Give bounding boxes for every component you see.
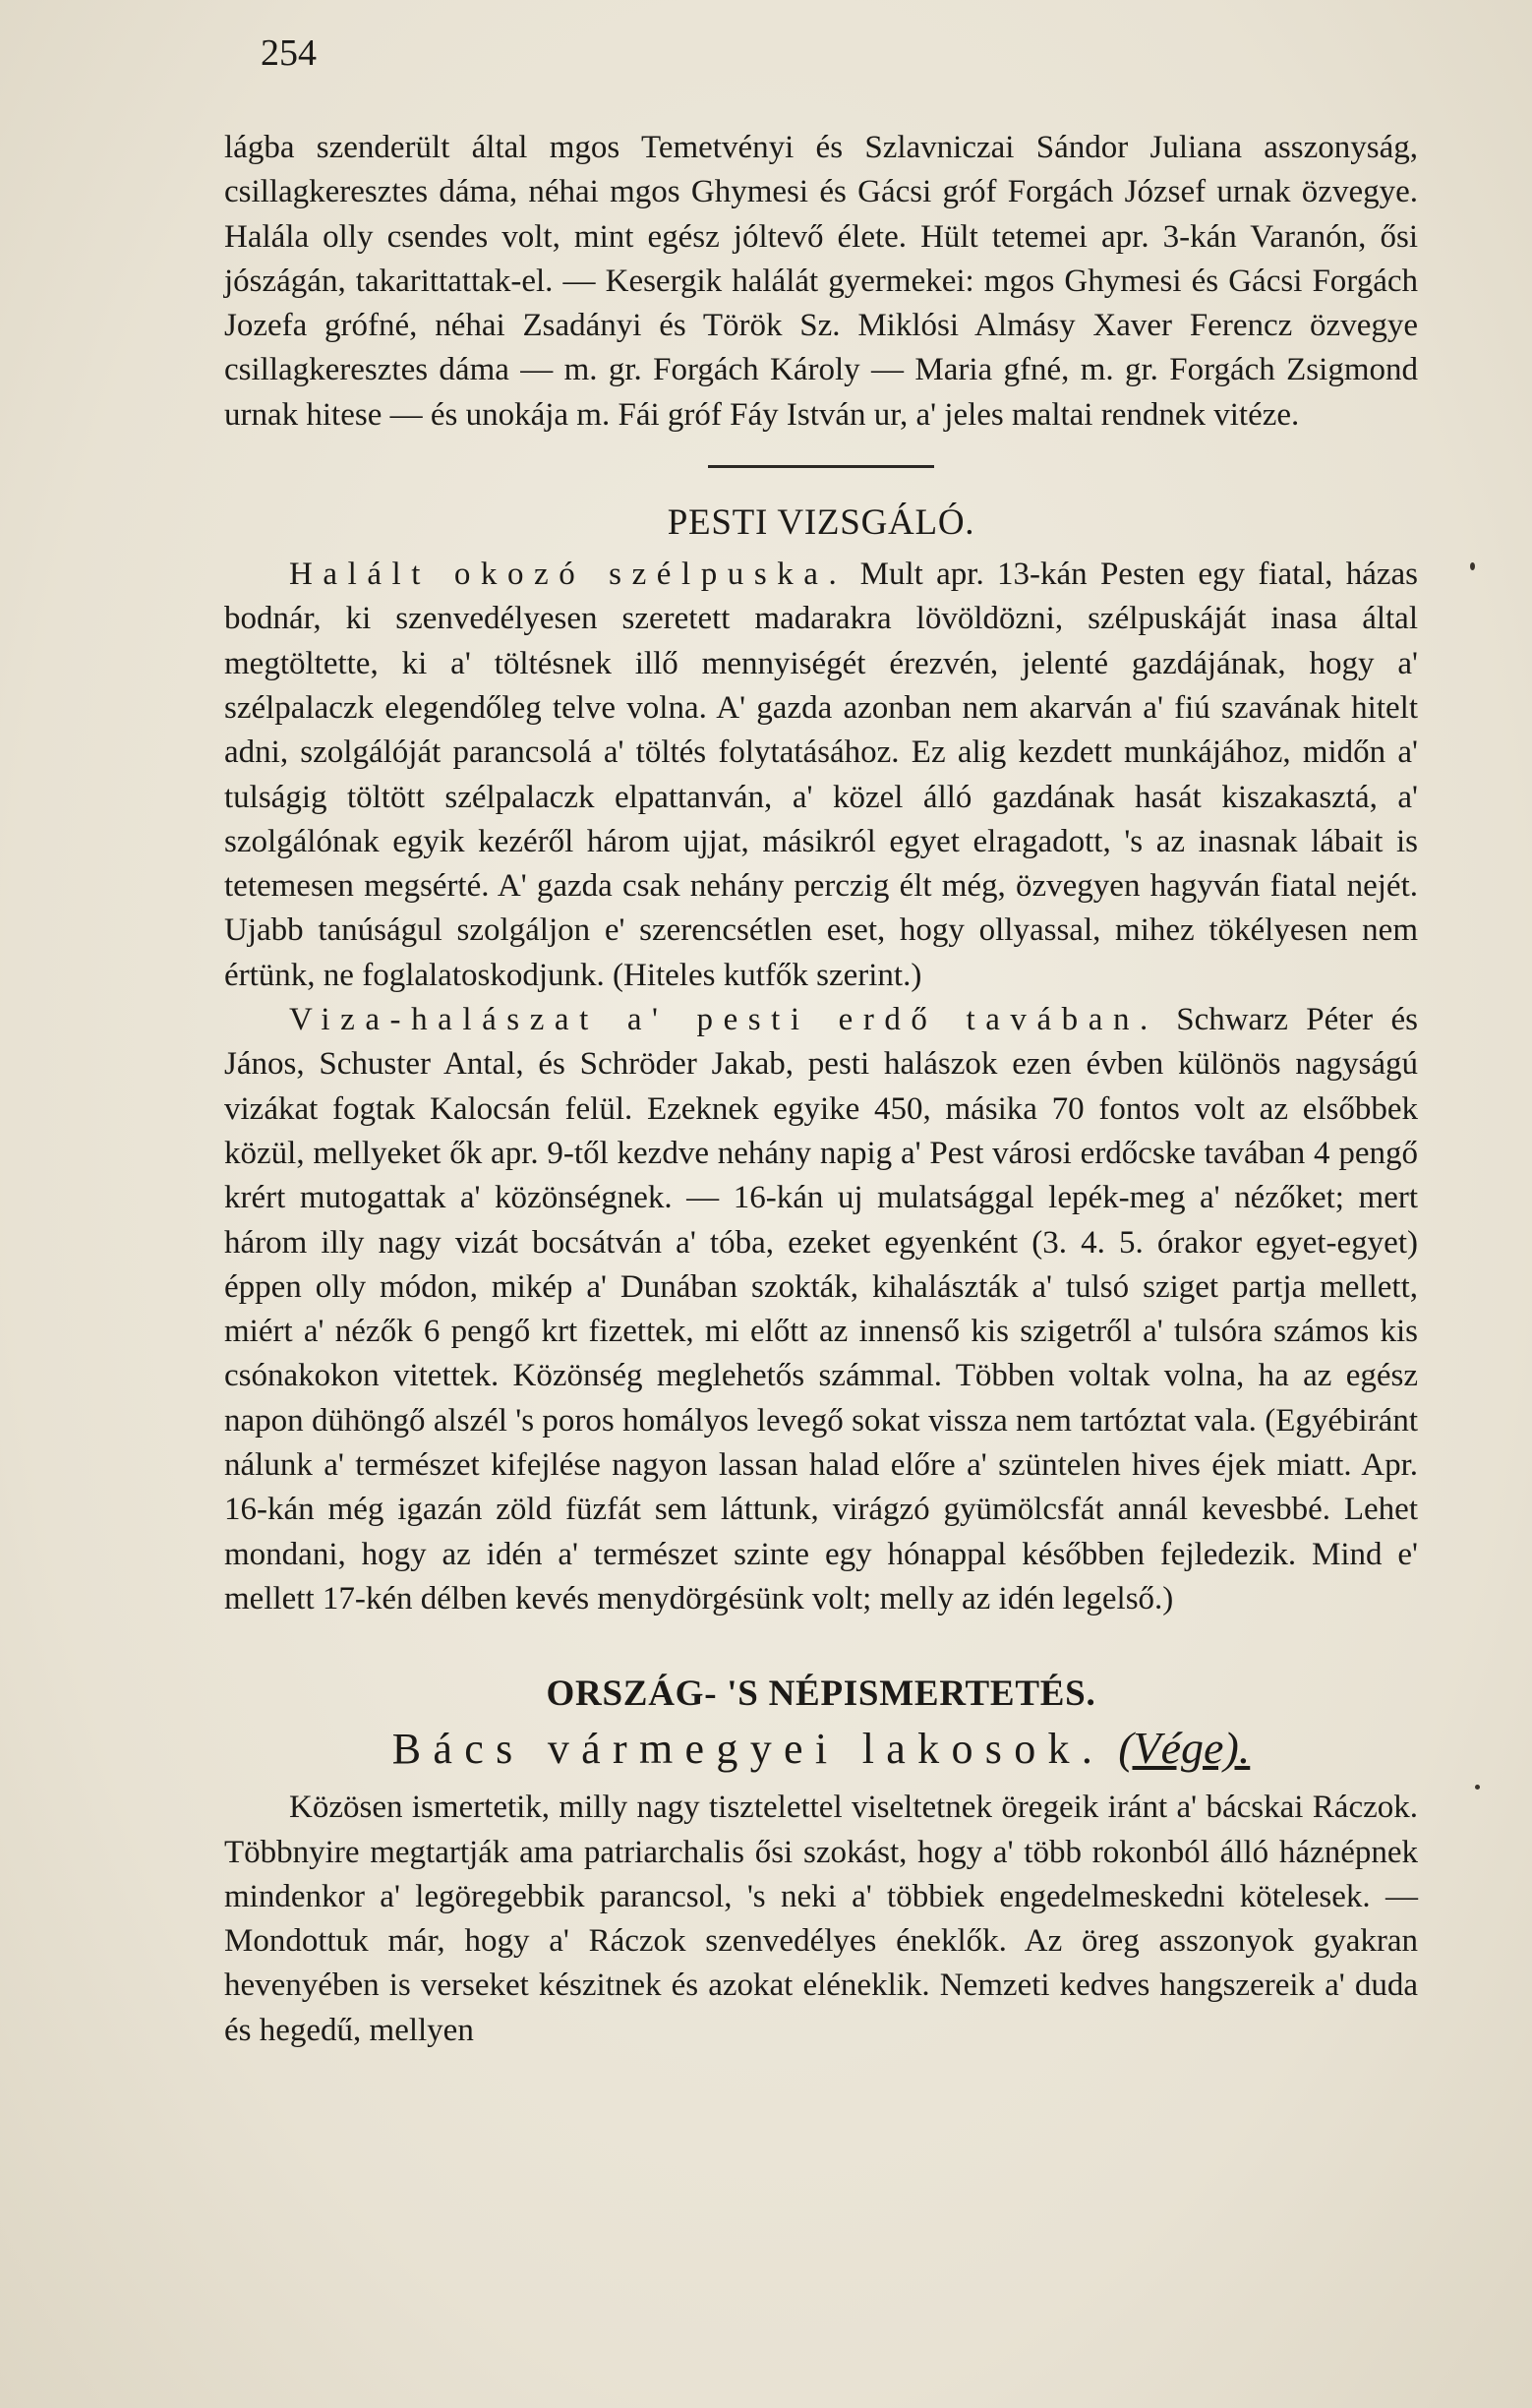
divider-rule <box>708 465 934 468</box>
closing-paragraph: Közösen ismertetik, milly nagy tisztelettel viseltetnek öregeik iránt a' bácskai Ráczok. Többnyire megtartják ama patriarchalis ősi szokást, hogy a' több rokonból álló háznépnek mindenkor a' legöregebbik parancsol, 's neki a' többiek engedelmeskedni kötelesek. — Mondottuk már, hogy a' Ráczok szenvedélyes éneklők. Az öreg asszonyok gyakran hevenyében is verseket készitnek és azokat eléneklik. Nemzeti kedves hangszereik a' duda és hegedű, mellyen <box>224 1790 1418 2048</box>
ink-speck <box>1475 1785 1480 1790</box>
obituary-paragraph: lágba szenderült által mgos Temetvényi és Szlavniczai Sándor Juliana asszonyság, csillagkeresztes dáma, néhai mgos Ghymesi és Gácsi gróf Forgách József urnak özvegye. Halála olly csendes volt, mint egész jóltevő élete. Hült tetemei apr. 3-kán Varanón, ősi jószágán, takarittattak-el. — Kesergik halálát gyermekei: mgos Ghymesi és Gácsi Forgách Jozefa grófné, néhai Zsadányi és Török Sz. Miklósi Almásy Xaver Ferencz özvegye csillagkeresztes dáma — m. gr. Forgách Károly — Maria gfné, m. gr. Forgách Zsigmond urnak hitese — és unokája m. Fái gróf Fáy István ur, a' jeles maltai rendnek vitéze. <box>224 130 1418 433</box>
article-air-gun-lead: Halált okozó szélpuska. <box>289 557 848 593</box>
section-title-2: ORSZÁG- 'S NÉPISMERTETÉS. <box>546 1674 1096 1715</box>
article-sturgeon <box>224 998 1418 1621</box>
subtitle-handwritten-note: (Vége). <box>1118 1723 1251 1774</box>
article-air-gun-body: Mult apr. 13-kán Pesten egy fiatal, házas bodnár, ki szenvedélyesen szeretett madarakra lövöldözni, szélpuskáját inasa által megtöltette, ki a' töltésnek illő mennyiségét érezvén, jelenté gazdájának, hogy a' szélpalaczk elegendőleg telve volna. A' gazda azonban nem akarván a' fiú szavának hitelt adni, szolgálóját parancsolá a' töltés folytatásához. Ez alig kezdett munkájához, midőn a' tulságig töltött szélpalaczk elpattanván, a' közel álló gazdának hasát kiszakasztá, a' szolgálónak egyik kezéről három ujjat, másikról egyet elragadott, 's az inasnak lábait is tetemesen megsérté. A' gazda csak nehány perczig élt még, özvegyen hagyván fiatal nejét. Ujabb tanúságul szolgáljon e' szerencsétlen eset, hogy ollyassal, mihez tökélyesen nem értünk, ne foglalatoskodjunk. (Hiteles kutfők szerint.) <box>224 557 1418 993</box>
text-column <box>224 126 1418 2053</box>
section-title: PESTI VIZSGÁLÓ. <box>667 502 975 544</box>
subtitle <box>224 1720 1418 1778</box>
article-air-gun <box>224 553 1418 998</box>
article-sturgeon-body: Schwarz Péter és János, Schuster Antal, és Schröder Jakab, pesti halászok ezen évben különös nagyságú vizákat fogtak Kalocsán felül. Ezeknek egyike 450, másika 70 fontos volt az elsőbbek közül, mellyeket ők apr. 9-től kezdve nehány napig a' Pest városi erdőcske tavában 4 pengő krért mutogattak a' közönségnek. — 16-kán uj mulatsággal lepék-meg a' nézőket; mert három illy nagy vizát bocsátván a' tóba, ezeket egyenként (3. 4. 5. órakor egyet-egyet) éppen olly módon, mikép a' Dunában szokták, kihalászták a' tulsó sziget partja mellett, miért a' nézők 6 pengő krt fizettek, mi előtt az innenső kis szigetről a' tulsóra számos kis csónakokon vitettek. Közönség meglehetős számmal. Többen voltak volna, ha az egész napon dühöngő alszél 's poros homályos levegő sokat vissza nem tartóztat vala. (Egyébiránt nálunk a' természet kifejlése nagyon lassan halad előre a' szüntelen hives éjek miatt. Apr. 16-kán még igazán zöld füzfát sem láttunk, virágzó gyümölcsfát annál kevesbbé. Lehet mondani, hogy az idén a' természet szinte egy hónappal későbben fejledezik. Mind e' mellett 17-kén délben kevés menydörgésünk volt; melly az idén legelső.) <box>224 1002 1418 1616</box>
page-number: 254 <box>261 32 317 74</box>
article-sturgeon-lead: Viza-halászat a' pesti erdő tavában. <box>289 1002 1158 1038</box>
ink-speck <box>1470 562 1475 570</box>
subtitle-text: Bács vármegyei lakosok. <box>391 1725 1105 1774</box>
